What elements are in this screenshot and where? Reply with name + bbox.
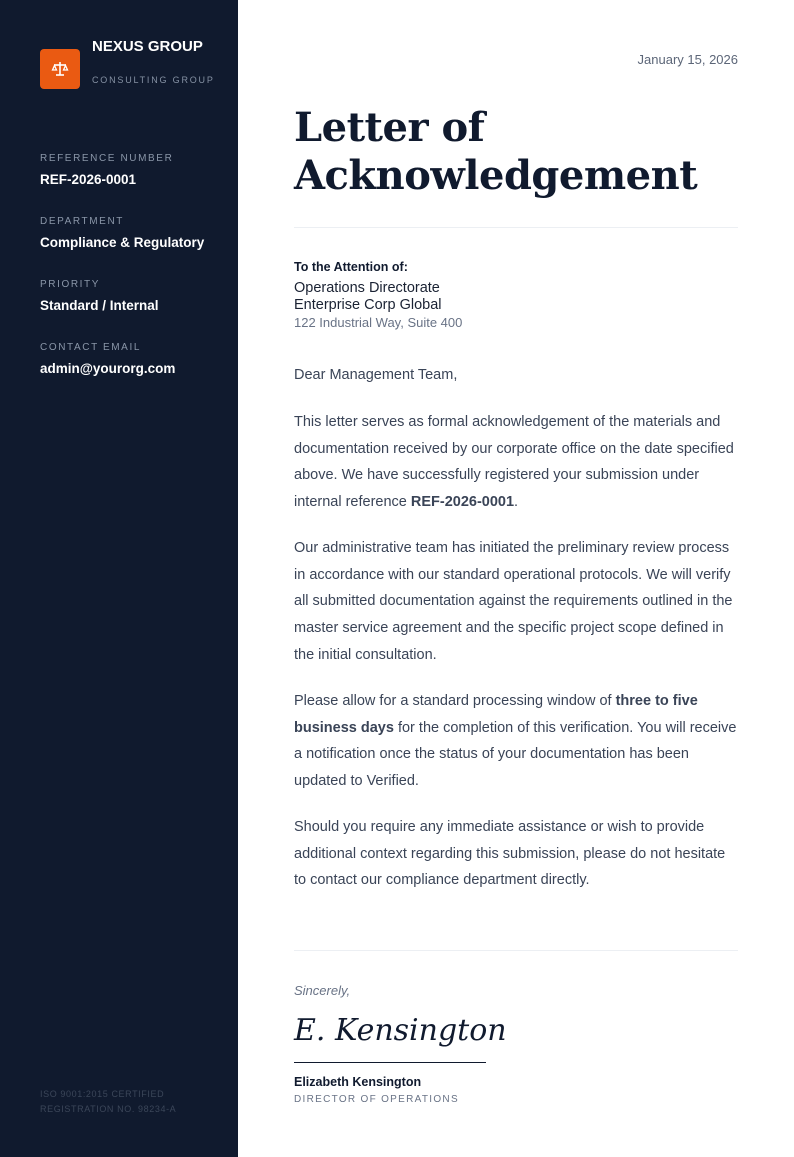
- meta-value-department: Compliance & Regulatory: [40, 235, 205, 250]
- meta-label-priority: PRIORITY: [40, 279, 101, 290]
- meta-label-department: DEPARTMENT: [40, 216, 124, 227]
- certification-text: ISO 9001:2015 CERTIFIED: [40, 1089, 165, 1099]
- meta-value-contact-email[interactable]: admin@yourorg.com: [40, 361, 176, 376]
- meta-label-reference: REFERENCE NUMBER: [40, 153, 174, 164]
- brand-subtitle: CONSULTING GROUP: [92, 75, 215, 85]
- recipient-line2: Enterprise Corp Global: [294, 297, 442, 313]
- paragraph-1: [294, 409, 740, 516]
- salutation: Dear Management Team,: [294, 367, 458, 383]
- paragraph-4: Should you require any immediate assistance or wish to provide additional context regarding this submission, please do not hesitate to contact our compliance department directly.: [294, 819, 726, 889]
- letter-title: Letter of Acknowledgement: [294, 104, 698, 199]
- signer-title: DIRECTOR OF OPERATIONS: [294, 1094, 459, 1105]
- paragraph-3-text: Please allow for a standard processing window of: [294, 693, 616, 709]
- scale-icon: [50, 59, 70, 79]
- paragraph-3: [294, 688, 740, 795]
- paragraph-2: Our administrative team has initiated the preliminary review process in accordance with our standard operational protocols. We will verify all submitted documentation against the requirements outlined in the master service agreement and the specific project scope defined in the initial consultation.: [294, 540, 733, 663]
- paragraph-1-text: This letter serves as formal acknowledgement of the materials and documentation received by our corporate office on the date specified above. We have successfully registered your submission under internal reference: [294, 414, 734, 511]
- paragraph-1-reference: REF-2026-0001: [410, 494, 515, 511]
- logo: [40, 49, 80, 89]
- meta-value-reference: REF-2026-0001: [40, 172, 137, 187]
- registration-text: REGISTRATION NO. 98234-A: [40, 1104, 177, 1114]
- signature: E. Kensington: [294, 1013, 507, 1048]
- paragraph-3-end: for the completion of this verification. You will receive a notification once the status of your documentation has been updated to Verified.: [294, 719, 737, 790]
- closing-divider: [294, 950, 738, 951]
- letter-date: January 15, 2026: [637, 52, 738, 67]
- attention-label: To the Attention of:: [294, 260, 408, 274]
- paragraph-3-emphasis: three to five business days: [294, 693, 698, 736]
- signature-line: [294, 1062, 486, 1063]
- meta-label-contact-email: CONTACT EMAIL: [40, 342, 141, 353]
- meta-value-priority: Standard / Internal: [40, 298, 159, 313]
- brand-name: NEXUS GROUP: [92, 38, 203, 55]
- signer-name: Elizabeth Kensington: [294, 1075, 422, 1089]
- closing: Sincerely,: [294, 983, 351, 998]
- title-divider: [294, 227, 738, 228]
- sidebar: [0, 0, 238, 1157]
- paragraph-1-end: .: [514, 494, 519, 511]
- recipient-line1: Operations Directorate: [294, 280, 440, 296]
- recipient-address: 122 Industrial Way, Suite 400: [294, 315, 463, 330]
